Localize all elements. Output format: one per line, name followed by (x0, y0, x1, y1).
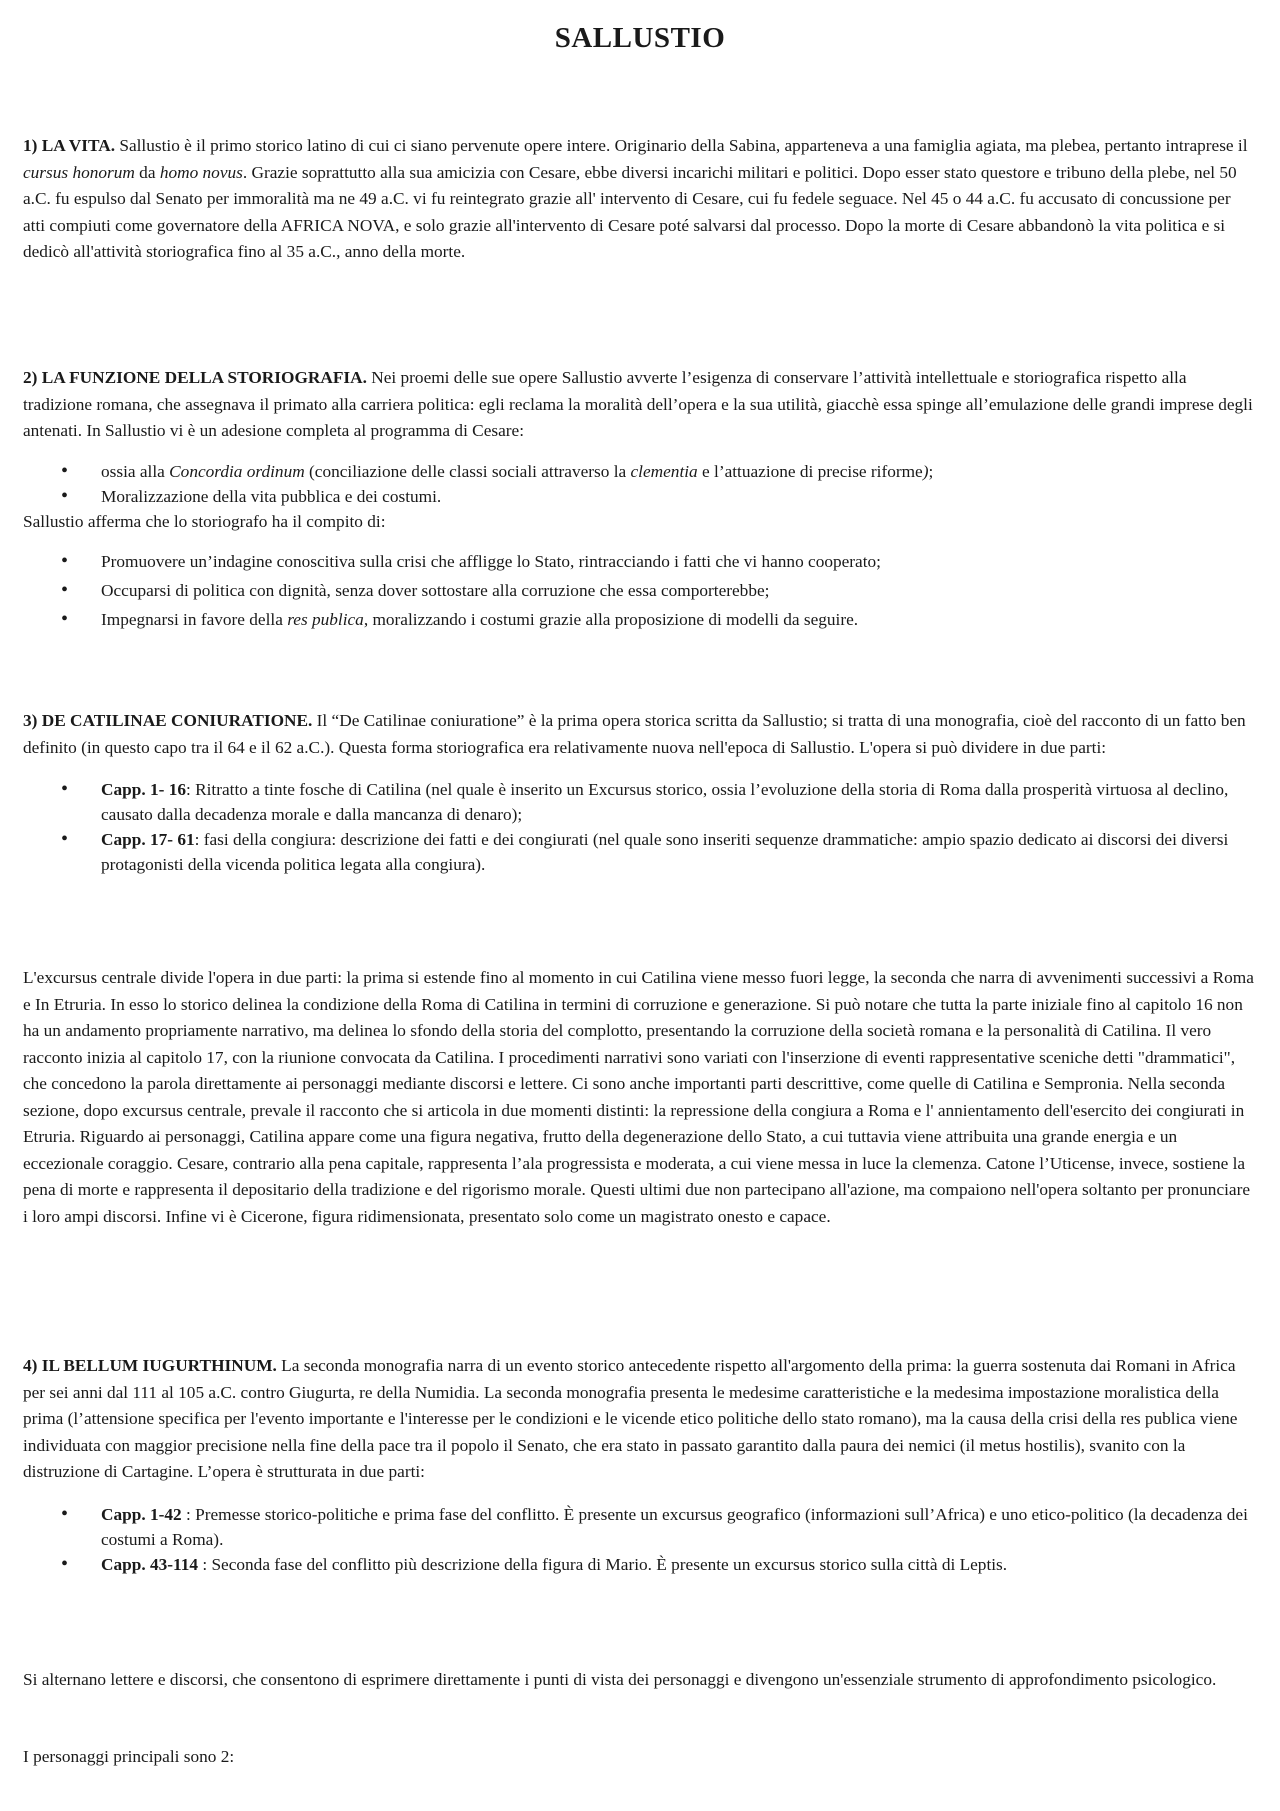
text-run: Sallustio è il primo storico latino di cui ci siano pervenute opere intere. Originario della Sabina, apparteneva a una famiglia agiata, ma plebea, pertanto intraprese il (115, 136, 1248, 155)
italic-term: Concordia ordinum (169, 461, 305, 481)
text-run: : fasi della congiura: descrizione dei fatti e dei congiurati (nel quale sono inseriti sequenze drammatiche: ampio spazio dedicato ai discorsi dei diversi protagonisti della vicenda politica legata alla congiura). (101, 830, 1229, 874)
list-item (101, 1552, 1255, 1577)
text-run: , moralizzando i costumi grazie alla proposizione di modelli da seguire. (363, 610, 859, 629)
section-funzione-storiografia (23, 365, 1255, 636)
paragraph-excursus (23, 965, 1255, 1230)
list-item (101, 1502, 1255, 1552)
paragraph: Si alternano lettere e discorsi, che consentono di esprimere direttamente i punti di vista dei personaggi e divengono un'essenziale strumento di approfondimento psicologico. (23, 1670, 1217, 1689)
list-item (101, 459, 1255, 484)
text-run: (conciliazione delle classi sociali attraverso la (304, 461, 631, 481)
chapter-label: Capp. 1-42 (101, 1504, 182, 1524)
italic-term: homo novus (159, 162, 243, 182)
bullet-list (23, 777, 1255, 877)
paragraph-lettere (23, 1667, 1255, 1694)
paragraph: I personaggi principali sono 2: (23, 1747, 235, 1766)
text-run: Il “De Catilinae coniuratione” è la prima opera storica scritta da Sallustio; si tratta di una monografia, cioè del racconto di un fatto ben definito (in questo capo tra il 64 e il 62 a.C.). Questa forma storiografica era relativamente nuova nell'epoca di Sallustio. L'opera si può dividere in due parti: (23, 711, 1246, 757)
section-bellum-iugurthinum (23, 1353, 1255, 1577)
paragraph (23, 365, 1255, 445)
text-run: Impegnarsi in favore della (101, 610, 288, 629)
text-run: ossia alla (101, 461, 170, 481)
text-run: . Grazie soprattutto alla sua amicizia con Cesare, ebbe diversi incarichi militari e politici. Dopo esser stato questore e tribuno della plebe, nel 50 a.C. fu espulso dal Senato per immoralità ma ne 49 a.C. vi fu reintegrato grazie all' intervento di Cesare, cui fu fedele seguace. Nel 45 o 44 a.C. fu accusato di concussione per atti compiuti come governatore della AFRICA NOVA, e solo grazie all'intervento di Cesare poté salvarsi dal processo. Dopo la morte di Cesare abbandonò la vita politica e si dedicò all'attività storiografica fino al 35 a.C., anno della morte. (23, 162, 1237, 261)
italic-term: cursus honorum (23, 162, 135, 182)
section-de-catilinae (23, 708, 1255, 877)
page-title: SALLUSTIO (554, 22, 726, 54)
paragraph (23, 133, 1255, 266)
bullet-list (23, 1502, 1255, 1577)
bullet-list (23, 459, 1255, 509)
chapter-label: Capp. 1- 16 (101, 780, 186, 799)
text-run: La seconda monografia narra di un evento storico antecedente rispetto all'argomento della prima: la guerra sostenuta dai Romani in Africa per sei anni dal 111 al 105 a.C. contro Giugurta, re della Numidia. La seconda monografia presenta le medesime caratteristiche e la medesima impostazione moralistica della prima (l’attensione specifica per l'evento importante e l'interesse per le condizioni e le vicende etico politiche dello stato romano), ma la causa della crisi della res publica viene individuata con maggior precisione nella fine della pace tra il popolo il Senato, che era stato in passato garantito dalla paura dei nemici (il metus hostilis), svanito con la distruzione di Cartagine. L’opera è strutturata in due parti: (23, 1356, 1238, 1481)
section-heading: 2) LA FUNZIONE DELLA STORIOGRAFIA. (23, 368, 367, 387)
paragraph (23, 1353, 1255, 1486)
list-item (101, 827, 1255, 877)
text-run: : Seconda fase del conflitto più descrizione della figura di Mario. È presente un excursus storico sulla città di Leptis. (198, 1554, 1008, 1574)
paragraph: L'excursus centrale divide l'opera in due parti: la prima si estende fino al momento in cui Catilina viene messo fuori legge, la seconda che narra di avvenimenti successivi a Roma e In Etruria. In esso lo storico delinea la condizione della Roma di Catilina in termini di corruzione e generazione. Si può notare che tutta la parte iniziale fino al capitolo 16 non ha un andamento propriamente narrativo, ma delinea lo sfondo della storia del complotto, presentando la corruzione della società romana e la personalità di Catilina. Il vero racconto inizia al capitolo 17, con la riunione convocata da Catilina. I procedimenti narrativi sono variati con l'inserzione di eventi rappresentative sceniche detti "drammatici", che concedono la parola direttamente ai personaggi mediante discorsi e lettere. Ci sono anche importanti parti descrittive, come quelle di Catilina e Sempronia. Nella seconda sezione, dopo excursus centrale, prevale il racconto che si articola in due momenti distinti: la repressione della congiura a Roma e l' annientamento dell'esercito dei congiurati in Etruria. Riguardo ai personaggi, Catilina appare come una figura negativa, frutto della degenerazione dello Stato, a cui tuttavia viene attribuita una grande energia e un eccezionale coraggio. Cesare, contrario alla pena capitale, rappresenta l’ala progressista e moderata, a cui viene messa in luce la clemenza. Catone l’Uticense, invece, sostiene la pena di morte e rappresenta il depositario della tradizione e del rigorismo morale. Questi ultimi due non partecipano all'azione, ma compaiono nell'opera soltanto per pronunciare i loro ampi discorsi. Infine vi è Cicerone, figura ridimensionata, presentato solo come un magistrato onesto e capace. (23, 968, 1254, 1226)
paragraph-personaggi (23, 1744, 1255, 1771)
text-run: da (134, 162, 160, 182)
section-heading: 4) IL BELLUM IUGURTHINUM. (23, 1356, 277, 1375)
text-run: : Premesse storico-politiche e prima fase del conflitto. È presente un excursus geografico (informazioni sull’Africa) e uno etico-politico (la decadenza dei costumi a Roma). (101, 1504, 1248, 1549)
text-run: e l’attuazione di precise riforme (697, 461, 923, 481)
list-item: • Moralizzazione della vita pubblica e dei costumi. (101, 484, 1255, 509)
text-run: Nei proemi delle sue opere Sallustio avverte l’esigenza di conservare l’attività intellettuale e storiografica rispetto alla tradizione romana, che assegnava il primato alla carriera politica: egli reclama la moralità dell’opera e la sua utilità, giacchè essa spinge all’emulazione delle grandi imprese degli antenati. In Sallustio vi è un adesione completa al programma di Cesare: (23, 368, 1253, 440)
chapter-label: Capp. 17- 61 (101, 830, 195, 849)
paragraph: Sallustio afferma che lo storiografo ha il compito di: (23, 511, 386, 531)
paragraph (23, 708, 1255, 761)
list-item (101, 607, 1255, 632)
text-run: ; (928, 461, 934, 481)
section-la-vita (23, 133, 1255, 266)
italic-term: ) (922, 461, 929, 481)
italic-term: res publica (287, 610, 364, 629)
list-item: • Promuovere un’indagine conoscitiva sulla crisi che affligge lo Stato, rintracciando i fatti che vi hanno cooperato; (101, 549, 1255, 574)
text-run: : Ritratto a tinte fosche di Catilina (nel quale è inserito un Excursus storico, ossia l’evoluzione della storia di Roma dalla prosperità virtuosa al declino, causato dalla decadenza morale e dalla mancanza di denaro); (101, 780, 1229, 824)
italic-term: clementia (630, 461, 698, 481)
section-heading: 3) DE CATILINAE CONIURATIONE. (23, 711, 313, 730)
section-heading: 1) LA VITA. (23, 136, 116, 155)
list-item: • Occuparsi di politica con dignità, senza dover sottostare alla corruzione che essa comporterebbe; (101, 578, 1255, 603)
bullet-list (23, 549, 1255, 632)
chapter-label: Capp. 43-114 (101, 1554, 198, 1574)
list-item (101, 777, 1255, 827)
